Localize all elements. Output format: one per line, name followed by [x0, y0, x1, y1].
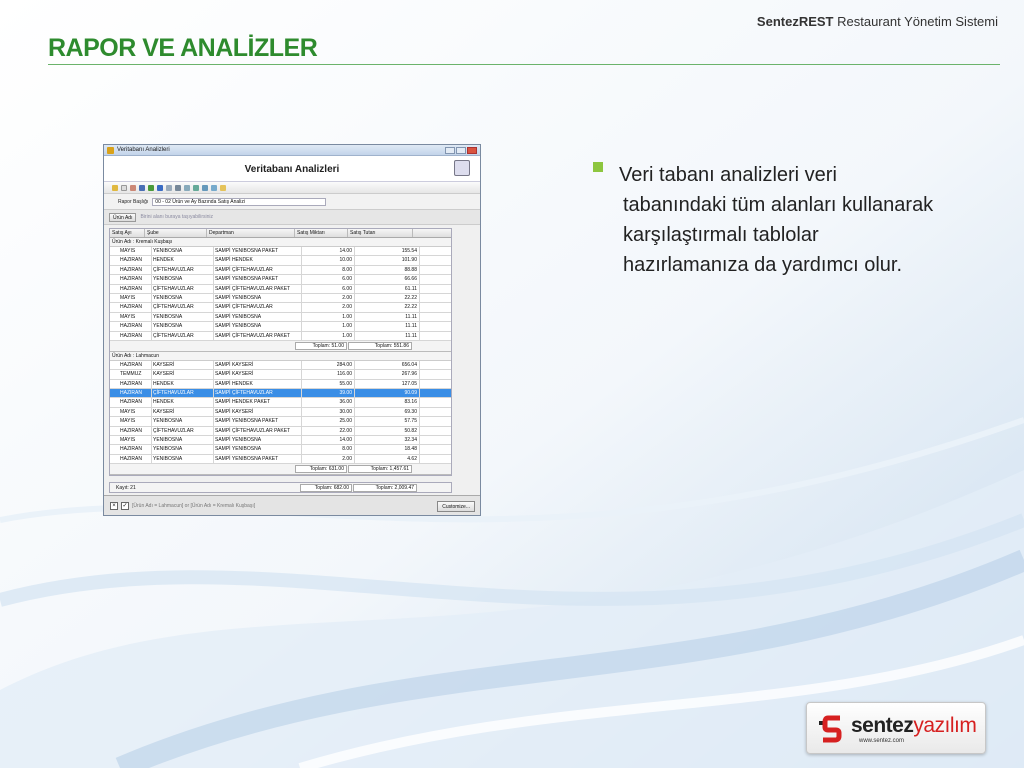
table-row[interactable]	[110, 247, 451, 256]
table-row[interactable]	[110, 313, 451, 322]
filter-statusbar	[104, 495, 480, 515]
table-cell: 14.00	[302, 247, 355, 255]
table-cell: 2.00	[302, 455, 355, 463]
column-header[interactable]: Departman	[207, 229, 295, 237]
table-cell: SAMPİ YENIBOSNA PAKET	[214, 247, 302, 255]
table-cell: SAMPİ KAYSERİ	[214, 370, 302, 378]
table-row[interactable]	[110, 389, 451, 398]
table-cell: KAYSERİ	[152, 408, 214, 416]
table-cell: HAZIRAN	[119, 445, 152, 453]
maximize-icon[interactable]	[456, 147, 466, 154]
table-cell: HAZIRAN	[119, 361, 152, 369]
logo-wordmark	[851, 714, 976, 738]
table-cell: 66.66	[355, 275, 420, 283]
table-cell: MAYIS	[119, 247, 152, 255]
logo-word-bold: sentez	[851, 714, 914, 737]
brand-subtitle: Restaurant Yönetim Sistemi	[833, 14, 998, 29]
filter-icon[interactable]	[211, 185, 217, 191]
group-total-qty: Toplam: 51.00	[295, 342, 347, 350]
table-cell: KAYSERİ	[152, 370, 214, 378]
open-folder-icon[interactable]	[112, 185, 118, 191]
table-cell: 57.75	[355, 417, 420, 425]
table-cell: YENIBOSNA	[152, 455, 214, 463]
settings-icon[interactable]	[220, 185, 226, 191]
save-icon[interactable]	[139, 185, 145, 191]
table-row[interactable]	[110, 455, 451, 464]
table-row[interactable]	[110, 417, 451, 426]
record-count: Kayıt: 21	[116, 484, 136, 491]
table-cell: HENDEK	[152, 398, 214, 406]
table-cell: 155.54	[355, 247, 420, 255]
table-cell: HAZIRAN	[119, 332, 152, 340]
total-spacer	[119, 464, 295, 474]
table-cell: MAYIS	[119, 417, 152, 425]
table-cell: 267.96	[355, 370, 420, 378]
table-row[interactable]	[110, 275, 451, 284]
window-header	[104, 156, 480, 182]
table-cell: TEMMUZ	[119, 370, 152, 378]
window-titlebar	[104, 145, 480, 156]
table-cell: SAMPİ YENIBOSNA	[214, 313, 302, 321]
table-row[interactable]	[110, 303, 451, 312]
table-row[interactable]	[110, 370, 451, 379]
table-row[interactable]	[110, 427, 451, 436]
excel-icon[interactable]	[193, 185, 199, 191]
bullet-line: tabanındaki tüm alanları kullanarak	[623, 194, 934, 216]
brand-line	[757, 14, 998, 29]
table-cell: 22.22	[355, 294, 420, 302]
table-cell: YENIBOSNA	[152, 275, 214, 283]
table-row[interactable]	[110, 256, 451, 265]
analysis-grid	[109, 228, 452, 476]
table-cell: 55.00	[302, 380, 355, 388]
table-row[interactable]	[110, 436, 451, 445]
table-cell: MAYIS	[119, 408, 152, 416]
print-icon[interactable]	[175, 185, 181, 191]
table-cell: 36.00	[302, 398, 355, 406]
clear-filter-icon[interactable]: ×	[110, 502, 118, 510]
column-header-row	[110, 229, 451, 238]
table-row[interactable]	[110, 285, 451, 294]
table-cell: ÇİFTEHAVUZLAR	[152, 389, 214, 397]
total-spacer	[119, 341, 295, 351]
table-cell: SAMPİ ÇİFTEHAVUZLAR	[214, 389, 302, 397]
table-cell: SAMPİ HENDEK	[214, 256, 302, 264]
bullet-text	[593, 160, 993, 280]
edit-icon[interactable]	[130, 185, 136, 191]
minimize-icon[interactable]	[445, 147, 455, 154]
table-cell: 50.82	[355, 427, 420, 435]
stop-icon[interactable]	[157, 185, 163, 191]
table-cell: SAMPİ YENIBOSNA	[214, 436, 302, 444]
table-cell: ÇİFTEHAVUZLAR	[152, 332, 214, 340]
table-cell: HAZIRAN	[119, 455, 152, 463]
group-total-amount: Toplam: 551.86	[348, 342, 412, 350]
bullet-line: Veri tabanı analizleri veri	[619, 164, 837, 186]
bullet-line: hazırlamanıza da yardımcı olur.	[623, 254, 903, 276]
table-cell: SAMPİ YENIBOSNA	[214, 322, 302, 330]
run-icon[interactable]	[148, 185, 154, 191]
table-cell: 61.11	[355, 285, 420, 293]
report-title-label: Rapor Başlığı	[118, 198, 149, 205]
table-cell: HAZIRAN	[119, 322, 152, 330]
group-header[interactable]: Ürün Adı : Lahmacun	[110, 352, 451, 361]
table-row[interactable]	[110, 380, 451, 389]
group-block	[110, 238, 451, 352]
analysis-window-screenshot	[103, 144, 481, 516]
column-header[interactable]: Şube	[145, 229, 207, 237]
table-cell: HAZIRAN	[119, 380, 152, 388]
group-hint: Birini alanı buraya taşıyabilirsiniz	[140, 214, 214, 220]
header-title: Veritabanı Analizleri	[244, 164, 340, 175]
table-cell: MAYIS	[119, 313, 152, 321]
table-cell: 101.90	[355, 256, 420, 264]
table-cell: 116.00	[302, 370, 355, 378]
table-cell: ÇİFTEHAVUZLAR	[152, 303, 214, 311]
table-cell: 284.00	[302, 361, 355, 369]
table-cell: YENIBOSNA	[152, 294, 214, 302]
table-cell: 39.00	[302, 389, 355, 397]
grid-body	[109, 228, 452, 476]
table-cell: SAMPİ HENDEK PAKET	[214, 398, 302, 406]
group-total-row	[110, 341, 451, 352]
table-cell: HENDEK	[152, 256, 214, 264]
print-preview-icon[interactable]	[166, 185, 172, 191]
table-cell: MAYIS	[119, 436, 152, 444]
group-total-row	[110, 464, 451, 475]
chart-icon[interactable]	[202, 185, 208, 191]
new-icon[interactable]	[121, 185, 127, 191]
customize-button[interactable]: Customize...	[437, 501, 475, 512]
table-cell: SAMPİ YENIBOSNA PAKET	[214, 275, 302, 283]
group-total-amount: Toplam: 1,457.61	[348, 465, 412, 473]
table-cell: 127.05	[355, 380, 420, 388]
table-cell: 25.00	[302, 417, 355, 425]
table-cell: HAZIRAN	[119, 303, 152, 311]
table-cell: 6.00	[302, 275, 355, 283]
table-cell: SAMPİ ÇİFTEHAVUZLAR PAKET	[214, 332, 302, 340]
toolbar	[104, 182, 480, 194]
sentez-logo-mark-icon	[819, 715, 843, 743]
table-cell: 10.00	[302, 256, 355, 264]
table-cell: YENIBOSNA	[152, 313, 214, 321]
report-title-field[interactable]: 00 - 02 Ürün ve Ay Bazında Satış Analizi	[152, 198, 326, 206]
table-cell: 90.09	[355, 389, 420, 397]
table-cell: ÇİFTEHAVUZLAR	[152, 427, 214, 435]
filter-checkbox[interactable]: ✓	[122, 502, 128, 509]
bullet-line: karşılaştırmalı tablolar	[623, 224, 819, 246]
table-row[interactable]	[110, 361, 451, 370]
table-cell: 22.00	[302, 427, 355, 435]
table-cell: 83.16	[355, 398, 420, 406]
table-cell: SAMPİ ÇİFTEHAVUZLAR PAKET	[214, 285, 302, 293]
group-header[interactable]: Ürün Adı : Kremalı Kuşbaşı	[110, 238, 451, 247]
database-search-icon	[454, 160, 470, 176]
table-cell: 18.48	[355, 445, 420, 453]
column-header[interactable]: Satış Miktarı	[295, 229, 348, 237]
table-cell: SAMPİ ÇİFTEHAVUZLAR PAKET	[214, 427, 302, 435]
table-cell: HAZIRAN	[119, 389, 152, 397]
table-row[interactable]	[110, 408, 451, 417]
table-cell: 11.11	[355, 313, 420, 321]
table-cell: 22.22	[355, 303, 420, 311]
table-row[interactable]	[110, 294, 451, 303]
table-cell: SAMPİ YENIBOSNA	[214, 294, 302, 302]
table-cell: 2.00	[302, 294, 355, 302]
table-cell: 11.11	[355, 332, 420, 340]
column-header[interactable]: Satış Ayı	[110, 229, 145, 237]
table-cell: YENIBOSNA	[152, 417, 214, 425]
table-cell: MAYIS	[119, 294, 152, 302]
table-cell: 30.00	[302, 408, 355, 416]
table-cell: HENDEK	[152, 380, 214, 388]
table-cell: 32.34	[355, 436, 420, 444]
table-row[interactable]	[110, 332, 451, 341]
table-cell: 8.00	[302, 266, 355, 274]
table-cell: SAMPİ ÇİFTEHAVUZLAR	[214, 266, 302, 274]
table-cell: 88.88	[355, 266, 420, 274]
group-block	[110, 352, 451, 475]
group-panel	[104, 209, 480, 225]
table-cell: SAMPİ KAYSERİ	[214, 408, 302, 416]
grand-total-qty: Toplam: 682.00	[300, 484, 352, 492]
table-cell: SAMPİ YENIBOSNA	[214, 445, 302, 453]
table-row[interactable]	[110, 266, 451, 275]
sentez-logo	[806, 702, 986, 754]
group-chip-product[interactable]: Ürün Adı	[109, 213, 136, 222]
group-total-qty: Toplam: 631.00	[295, 465, 347, 473]
table-cell: HAZIRAN	[119, 256, 152, 264]
slide-title: RAPOR VE ANALİZLER	[48, 34, 318, 62]
title-divider	[48, 64, 1000, 65]
app-icon	[107, 147, 114, 154]
table-row[interactable]	[110, 398, 451, 407]
bullet-point	[593, 160, 993, 280]
table-row[interactable]	[110, 445, 451, 454]
table-cell: SAMPİ YENIBOSNA PAKET	[214, 417, 302, 425]
table-cell: 1.00	[302, 322, 355, 330]
table-cell: 1.00	[302, 332, 355, 340]
table-cell: ÇİFTEHAVUZLAR	[152, 266, 214, 274]
table-cell: 14.00	[302, 436, 355, 444]
table-cell: KAYSERİ	[152, 361, 214, 369]
table-cell: 8.00	[302, 445, 355, 453]
table-cell: SAMPİ KAYSERİ	[214, 361, 302, 369]
grid-footer	[109, 482, 452, 493]
table-cell: SAMPİ YENIBOSNA PAKET	[214, 455, 302, 463]
table-cell: HAZIRAN	[119, 398, 152, 406]
table-cell: 656.04	[355, 361, 420, 369]
table-cell: 1.00	[302, 313, 355, 321]
logo-word-red: yazılım	[913, 714, 977, 737]
table-cell: ÇİFTEHAVUZLAR	[152, 285, 214, 293]
window-controls	[445, 147, 477, 154]
logo-url: www.sentez.com	[859, 738, 905, 744]
report-title-row	[104, 194, 480, 209]
grand-total-amount: Toplam: 2,009.47	[353, 484, 417, 492]
table-cell: YENIBOSNA	[152, 445, 214, 453]
table-cell: HAZIRAN	[119, 427, 152, 435]
table-cell: 2.00	[302, 303, 355, 311]
table-cell: SAMPİ HENDEK	[214, 380, 302, 388]
table-cell: 11.11	[355, 322, 420, 330]
table-cell: 4.62	[355, 455, 420, 463]
table-cell: 6.00	[302, 285, 355, 293]
table-cell: HAZIRAN	[119, 275, 152, 283]
table-cell: HAZIRAN	[119, 266, 152, 274]
column-header[interactable]: Satış Tutarı	[348, 229, 413, 237]
table-cell: YENIBOSNA	[152, 322, 214, 330]
table-cell: YENIBOSNA	[152, 436, 214, 444]
table-cell: YENIBOSNA	[152, 247, 214, 255]
table-cell: HAZIRAN	[119, 285, 152, 293]
close-icon[interactable]	[467, 147, 477, 154]
export-icon[interactable]	[184, 185, 190, 191]
brand-name: SentezREST	[756, 14, 834, 29]
bullet-square-icon	[593, 162, 603, 172]
filter-text: [Ürün Adı = Lahmacun] or [Ürün Adı = Kremalı Kuşbaşı]	[132, 502, 256, 509]
table-cell: SAMPİ ÇİFTEHAVUZLAR	[214, 303, 302, 311]
table-cell: 69.30	[355, 408, 420, 416]
table-row[interactable]	[110, 322, 451, 331]
window-title: Veritabanı Analizleri	[117, 147, 170, 153]
